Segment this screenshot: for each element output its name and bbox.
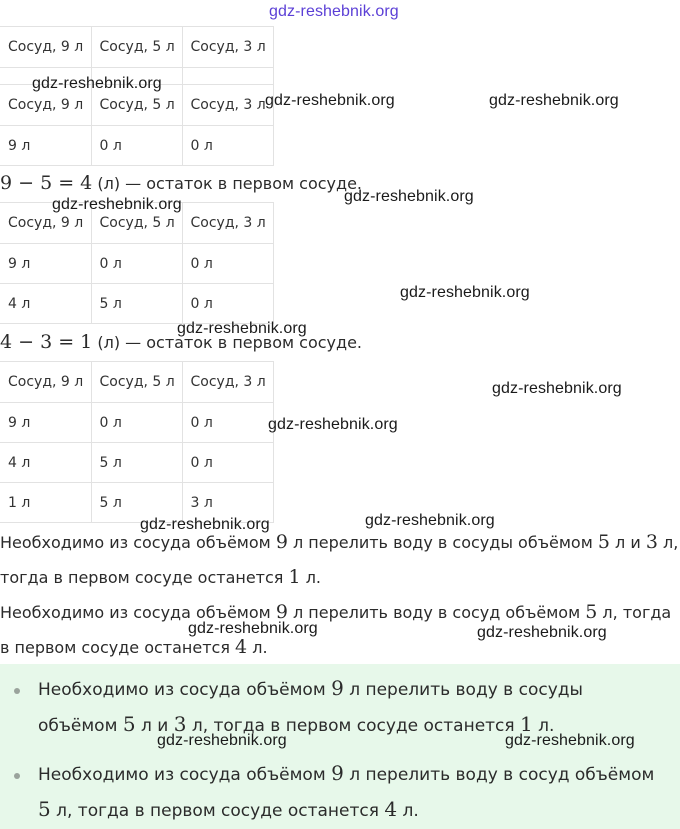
- header-cell: Сосуд, 5 л: [91, 27, 182, 68]
- number: 9: [275, 531, 288, 553]
- table-cell: 1 л: [0, 483, 91, 523]
- header-cell: Сосуд, 3 л: [182, 85, 273, 126]
- equation-expr: 9 − 5 = 4: [0, 172, 93, 194]
- table-cell: 5 л: [91, 483, 182, 523]
- text: л.: [300, 568, 322, 587]
- bullet-icon: [14, 773, 20, 779]
- watermark: gdz-reshebnik.org: [400, 284, 530, 301]
- table-cell: 0 л: [91, 403, 182, 443]
- number: 9: [275, 601, 288, 623]
- text: л, тогда: [597, 603, 672, 622]
- watermark: gdz-reshebnik.org: [157, 732, 287, 749]
- text: л.: [397, 801, 419, 821]
- vessel-table-3: [0, 361, 274, 523]
- header-cell: Сосуд, 9 л: [0, 203, 91, 244]
- answer-2-line-1: [38, 761, 654, 785]
- equation-expr: 4 − 3 = 1: [0, 331, 93, 353]
- header-cell: Сосуд, 9 л: [0, 27, 91, 68]
- number: 5: [597, 531, 610, 553]
- text: л.: [532, 716, 555, 736]
- header-cell: Сосуд, 5 л: [91, 85, 182, 126]
- watermark: gdz-reshebnik.org: [268, 416, 398, 433]
- watermark: gdz-reshebnik.org: [365, 512, 495, 529]
- answer-1-line-2: [38, 712, 554, 736]
- text: л и: [609, 533, 646, 552]
- header-cell: Сосуд, 5 л: [91, 362, 182, 403]
- watermark: gdz-reshebnik.org: [265, 92, 395, 109]
- paragraph-1-line-2: [0, 566, 321, 588]
- watermark: gdz-reshebnik.org: [477, 624, 607, 641]
- text: Необходимо из сосуда объёмом: [38, 680, 332, 700]
- header-cell: Сосуд, 3 л: [182, 27, 273, 68]
- text: л перелить воду в сосуд объёмом: [343, 765, 655, 785]
- text: л и: [135, 716, 174, 736]
- number: 9: [331, 761, 344, 785]
- header-cell: Сосуд, 9 л: [0, 362, 91, 403]
- table-cell: 0 л: [91, 126, 182, 166]
- table-cell: 4 л: [0, 284, 91, 324]
- watermark: gdz-reshebnik.org: [492, 380, 622, 397]
- text: л перелить воду в сосуд объёмом: [287, 603, 586, 622]
- paragraph-1-line-1: [0, 531, 678, 553]
- table-cell: 0 л: [182, 403, 273, 443]
- table-cell: 4 л: [0, 443, 91, 483]
- table-cell: 5 л: [91, 443, 182, 483]
- equation-text: (л) — остаток в первом сосуде.: [92, 174, 362, 193]
- table-cell: 0 л: [91, 244, 182, 284]
- answer-2-line-2: [38, 797, 419, 821]
- number: 9: [331, 676, 344, 700]
- number: 4: [384, 797, 398, 821]
- watermark: gdz-reshebnik.org: [177, 320, 307, 337]
- vessel-table-1: [0, 84, 274, 166]
- number: 1: [520, 712, 533, 736]
- text: Необходимо из сосуда объёмом: [38, 765, 332, 785]
- number: 1: [288, 566, 301, 588]
- watermark: gdz-reshebnik.org: [32, 75, 162, 92]
- equation-1: [0, 172, 362, 194]
- paragraph-2-line-2: [0, 636, 268, 658]
- watermark: gdz-reshebnik.org: [505, 732, 635, 749]
- bullet-icon: [14, 688, 20, 694]
- paragraph-2-line-1: [0, 601, 671, 623]
- table-cell: 9 л: [0, 403, 91, 443]
- header-cell: Сосуд, 3 л: [182, 362, 273, 403]
- table-cell: 9 л: [0, 244, 91, 284]
- text: объёмом: [38, 716, 123, 736]
- answer-1-line-1: [38, 676, 583, 700]
- number: 3: [645, 531, 658, 553]
- table-cell: 0 л: [182, 284, 273, 324]
- watermark: gdz-reshebnik.org: [344, 188, 474, 205]
- watermark: gdz-reshebnik.org: [140, 516, 270, 533]
- table-cell: 9 л: [0, 126, 91, 166]
- text: л перелить воду в сосуды объёмом: [287, 533, 598, 552]
- text: л,: [657, 533, 679, 552]
- table-cell: 0 л: [182, 126, 273, 166]
- text: л, тогда в первом сосуде останется: [186, 716, 521, 736]
- equation-text: (л) — остаток в первом сосуде.: [92, 333, 362, 352]
- watermark: gdz-reshebnik.org: [52, 196, 182, 213]
- text: Необходимо из сосуда объёмом: [0, 533, 276, 552]
- text: Необходимо из сосуда объёмом: [0, 603, 276, 622]
- header-cell: Сосуд, 5 л: [91, 203, 182, 244]
- table-cell: 5 л: [91, 284, 182, 324]
- text: л, тогда в первом сосуде останется: [50, 801, 385, 821]
- number: 5: [38, 797, 51, 821]
- text: л перелить воду в сосуды: [343, 680, 583, 700]
- number: 4: [235, 636, 248, 658]
- text: тогда в первом сосуде останется: [0, 568, 289, 587]
- vessel-table-2: [0, 202, 274, 324]
- table-cell: 0 л: [182, 443, 273, 483]
- table-cell: 3 л: [182, 483, 273, 523]
- number: 5: [122, 712, 136, 736]
- text: л.: [247, 638, 268, 657]
- number: 5: [585, 601, 598, 623]
- text: в первом сосуде останется: [0, 638, 236, 657]
- table-cell: 0 л: [182, 244, 273, 284]
- header-cell: Сосуд, 9 л: [0, 85, 91, 126]
- number: 3: [173, 712, 187, 736]
- header-cell: Сосуд, 3 л: [182, 203, 273, 244]
- watermark: gdz-reshebnik.org: [188, 620, 318, 637]
- watermark: gdz-reshebnik.org: [489, 92, 619, 109]
- watermark-top: gdz-reshebnik.org: [269, 3, 399, 20]
